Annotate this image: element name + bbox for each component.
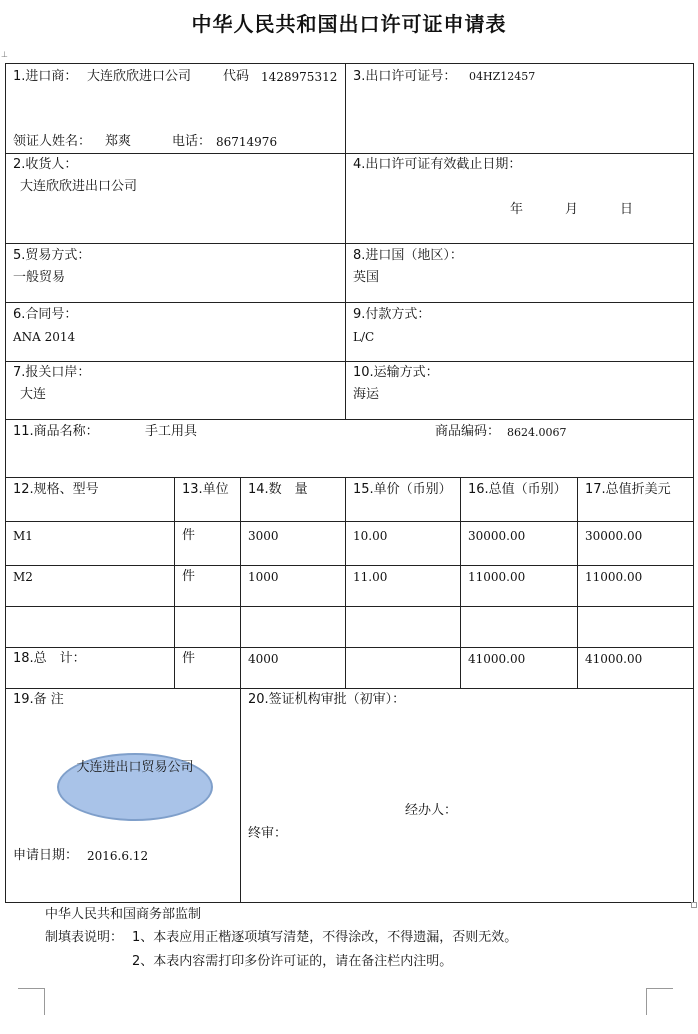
instructions-label: 制填表说明： <box>45 930 124 945</box>
rule <box>5 902 694 903</box>
collector-label: 领证人姓名： <box>13 134 92 149</box>
goods-label: 11.商品名称： <box>13 424 99 439</box>
rule <box>460 477 461 689</box>
trade-mode-value: 一般贸易 <box>13 270 66 285</box>
table-cell: 1000 <box>248 570 279 584</box>
rule <box>5 153 694 154</box>
table-header: 17.总值折美元 <box>585 482 671 497</box>
table-cell: M2 <box>13 570 33 584</box>
consignee-label: 2.收货人： <box>13 157 78 172</box>
collector-phone: 86714976 <box>216 135 278 149</box>
rule <box>240 477 241 903</box>
rule <box>5 63 694 64</box>
collector-value: 郑爽 <box>105 134 132 149</box>
expiry-month: 月 <box>565 202 579 217</box>
exporter-label: 1.进口商： <box>13 69 78 84</box>
table-cell: 11.00 <box>353 570 388 584</box>
expiry-day: 日 <box>620 202 634 217</box>
consignee-value: 大连欣欣进出口公司 <box>20 179 138 194</box>
rule <box>345 477 346 689</box>
total-cell: 4000 <box>248 652 279 666</box>
transport-value: 海运 <box>353 387 380 402</box>
instruction-note-2: 2、本表内容需打印多份许可证的，请在备注栏内注明。 <box>132 954 453 969</box>
table-header: 13.单位 <box>182 482 229 497</box>
exporter-code-label: 代码 <box>223 69 250 84</box>
rule <box>5 647 694 648</box>
rule <box>5 302 694 303</box>
goods-code: 8624.0067 <box>507 426 567 439</box>
total-cell: 41000.00 <box>585 652 643 666</box>
table-cell: 件 <box>182 528 196 543</box>
table-cell: 30000.00 <box>585 529 643 543</box>
payment-value: L/C <box>353 330 375 344</box>
goods-code-label: 商品编码： <box>435 424 501 439</box>
table-header: 12.规格、型号 <box>13 482 99 497</box>
remarks-label: 19.备 注 <box>13 692 64 707</box>
license-no-label: 3.出口许可证号： <box>353 69 457 84</box>
rule <box>577 477 578 689</box>
page-corner-right <box>646 988 673 1015</box>
handler-label: 经办人： <box>405 803 458 818</box>
rule <box>5 521 694 522</box>
table-cell: 件 <box>182 569 196 584</box>
import-country-label: 8.进口国（地区）： <box>353 248 463 263</box>
rule <box>5 565 694 566</box>
license-no-value: 04HZ12457 <box>469 70 536 83</box>
port-label: 7.报关口岸： <box>13 365 91 380</box>
rule <box>693 63 694 903</box>
table-cell: 11000.00 <box>468 570 526 584</box>
application-date: 2016.6.12 <box>87 849 149 863</box>
table-cell: 3000 <box>248 529 279 543</box>
total-cell: 41000.00 <box>468 652 526 666</box>
transport-label: 10.运输方式： <box>353 365 439 380</box>
rule <box>5 419 694 420</box>
final-review-label: 终审： <box>248 826 288 841</box>
application-date-label: 申请日期： <box>13 848 79 863</box>
expiry-label: 4.出口许可证有效截止日期： <box>353 157 522 172</box>
instruction-note-1: 1、本表应用正楷逐项填写清楚，不得涂改，不得遗漏，否则无效。 <box>132 930 518 945</box>
rule <box>345 63 346 419</box>
paragraph-mark-icon: ⊥ <box>1 50 8 59</box>
form-title: 中华人民共和国出口许可证申请表 <box>191 12 507 36</box>
page-corner-left <box>18 988 45 1015</box>
rule <box>5 63 6 903</box>
table-cell: 11000.00 <box>585 570 643 584</box>
collector-phone-label: 电话： <box>172 134 212 149</box>
application-form <box>5 63 694 903</box>
expiry-year: 年 <box>510 202 524 217</box>
approval-label: 20.签证机构审批（初审）： <box>248 692 406 707</box>
contract-label: 6.合同号： <box>13 307 78 322</box>
contract-value: ANA 2014 <box>13 330 76 344</box>
import-country-value: 英国 <box>353 270 380 285</box>
exporter-value: 大连欣欣进口公司 <box>87 69 192 84</box>
table-cell: 10.00 <box>353 529 388 543</box>
goods-value: 手工用具 <box>145 424 198 439</box>
exporter-code: 1428975312 <box>261 70 338 84</box>
table-header: 15.单价（币别） <box>353 482 452 497</box>
trade-mode-label: 5.贸易方式： <box>13 248 91 263</box>
page-marker-icon <box>691 902 697 908</box>
rule <box>5 688 694 689</box>
rule <box>5 477 694 478</box>
total-label: 18.总 计： <box>13 651 86 666</box>
table-cell: M1 <box>13 529 33 543</box>
rule <box>5 361 694 362</box>
table-header: 14.数 量 <box>248 482 308 497</box>
stamp-text: 大连进出口贸易公司 <box>76 760 194 775</box>
total-cell: 件 <box>182 651 196 666</box>
rule <box>5 606 694 607</box>
table-header: 16.总值（币别） <box>468 482 567 497</box>
payment-label: 9.付款方式： <box>353 307 431 322</box>
port-value: 大连 <box>20 387 47 402</box>
supervisor-line: 中华人民共和国商务部监制 <box>45 907 202 922</box>
table-cell: 30000.00 <box>468 529 526 543</box>
rule <box>174 477 175 689</box>
rule <box>5 243 694 244</box>
